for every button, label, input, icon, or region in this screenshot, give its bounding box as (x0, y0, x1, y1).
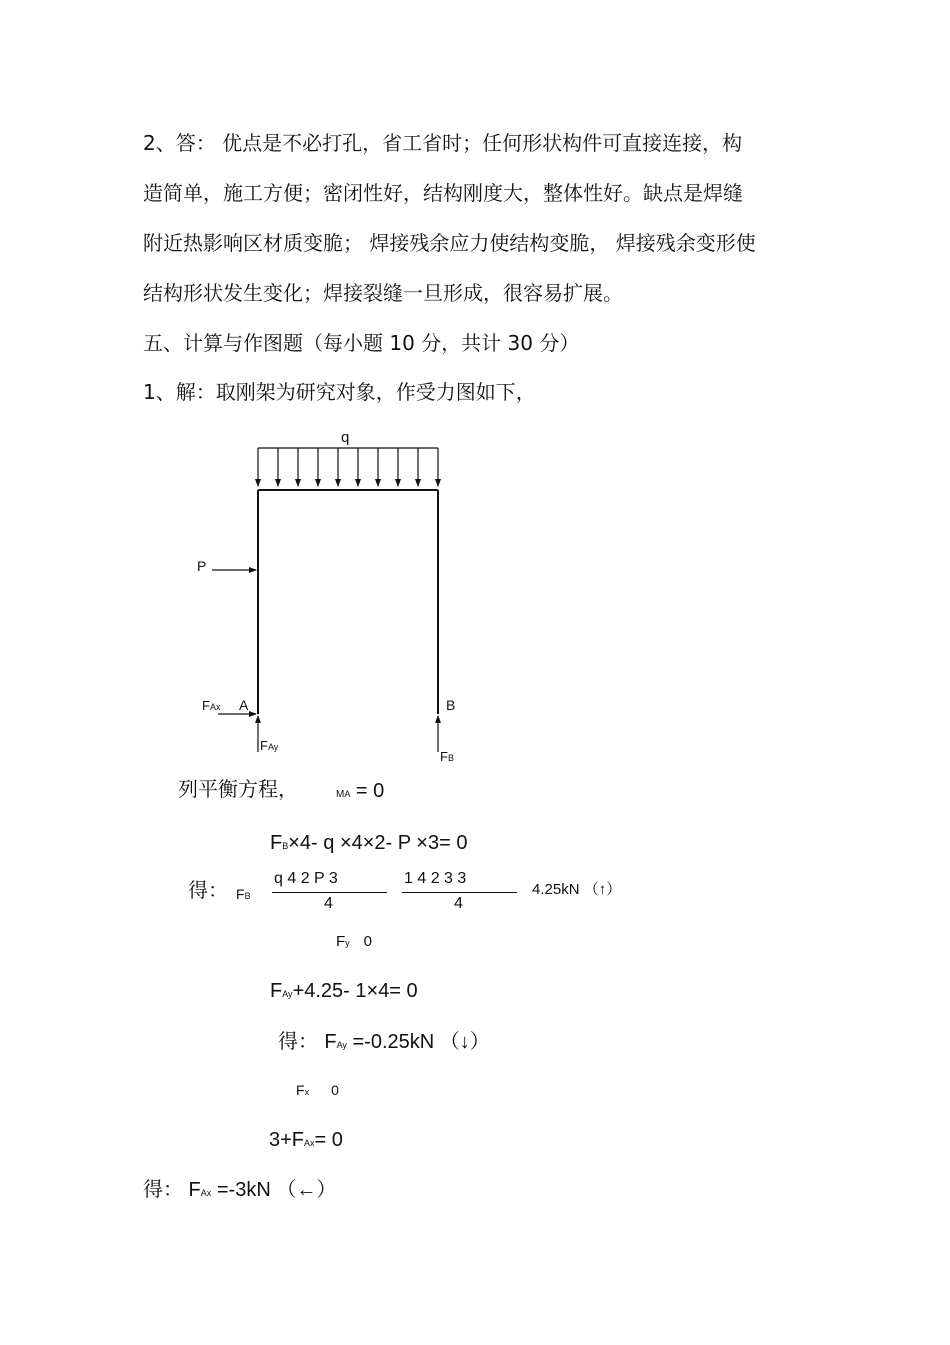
answer2-line-2: 造简单，施工方便；密闭性好，结构刚度大，整体性好。缺点是焊缝 (143, 181, 743, 205)
horizontal-equation: 3+FAx= 0 (269, 1129, 343, 1151)
answer2-line-1: 2、答： 优点是不必打孔，省工省时；任何形状构件可直接连接，构 (143, 131, 743, 155)
fraction-numeric-denominator: 4 (454, 895, 463, 912)
answer2-line-3: 附近热影响区材质变脆； 焊接残余应力使结构变脆， 焊接残余变形使 (143, 231, 756, 255)
fb-result-symbol: FB (236, 886, 251, 902)
fraction-numeric-bar (402, 892, 517, 893)
load-label-q: q (341, 429, 350, 446)
result-label-fb: 得： (188, 878, 228, 902)
fax-label: FAx (202, 698, 221, 713)
support-b-label: B (446, 697, 456, 713)
fraction-numeric (402, 870, 517, 918)
fraction-symbolic (272, 870, 387, 918)
support-a-label: A (239, 697, 249, 713)
fay-label: FAy (260, 738, 279, 753)
vertical-equation: FAy+4.25- 1×4= 0 (270, 980, 418, 1002)
distributed-load-q (258, 448, 438, 486)
force-p-label: P (197, 558, 207, 574)
sum-fy: Fy 0 (336, 933, 373, 950)
solution1-intro: 1、解：取刚架为研究对象，作受力图如下， (143, 380, 536, 404)
section5-title: 五、计算与作图题（每小题 10 分，共计 30 分） (143, 331, 580, 355)
fb-label: FB (440, 749, 454, 764)
fraction-symbolic-denominator: 4 (324, 895, 333, 912)
answer2-line-4: 结构形状发生变化；焊接裂缝一旦形成，很容易扩展。 (143, 281, 623, 305)
moment-equation: FB×4- q ×4×2- P ×3= 0 (270, 832, 468, 854)
fb-value: 4.25kN （↑） (532, 881, 622, 898)
fax-result: 得： FAx =-3kN （←） (143, 1179, 337, 1201)
fraction-symbolic-bar (272, 892, 387, 893)
sum-fx: Fx 0 (296, 1082, 339, 1098)
rigid-frame (258, 490, 438, 714)
fay-result: 得： FAy =-0.25kN （↓） (278, 1029, 490, 1053)
fraction-numeric-numerator: 1 4 2 3 3 (404, 870, 467, 887)
fraction-symbolic-numerator: q 4 2 P 3 (274, 870, 338, 887)
moment-sum-a: MA = 0 (336, 780, 385, 802)
equilibrium-label: 列平衡方程， (178, 777, 298, 801)
